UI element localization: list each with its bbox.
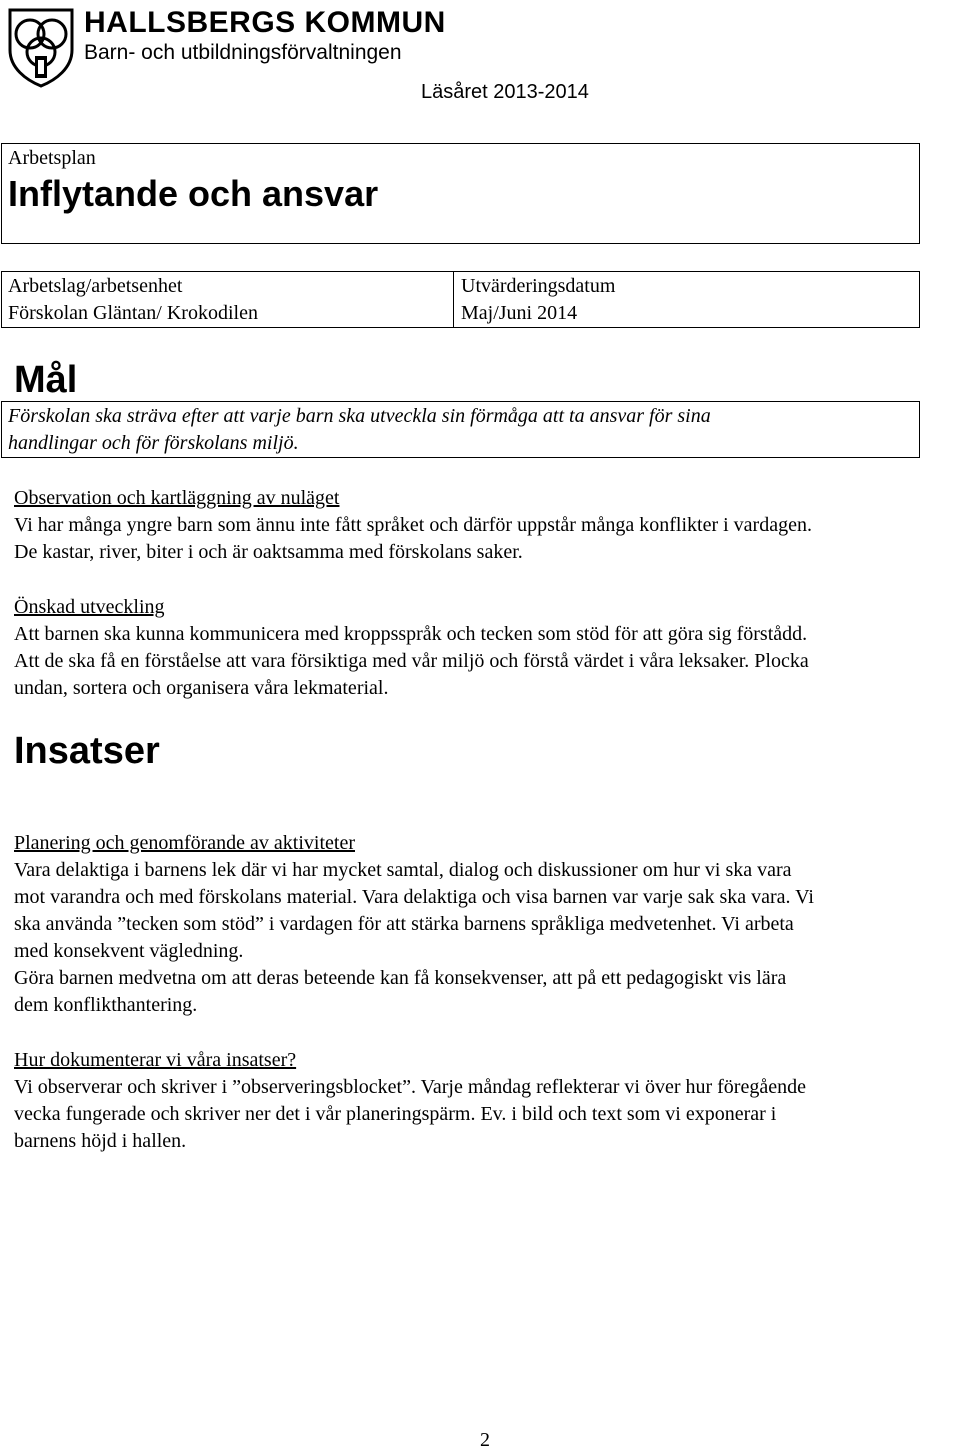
development-line: Att barnen ska kunna kommunicera med kroppsspråk och tecken som stöd för att göra sig förstådd. — [14, 623, 808, 645]
insatser-heading: Insatser — [14, 730, 160, 772]
page-number: 2 — [480, 1429, 490, 1451]
planning-line: ska använda ”tecken som stöd” i vardagen för att stärka barnens språkliga medvetenhet. Vi arbeta — [14, 913, 794, 935]
plan-label: Arbetsplan — [8, 147, 96, 169]
documentation-heading: Hur dokumenterar vi våra insatser? — [14, 1049, 297, 1071]
goal-heading: Mål — [14, 359, 78, 401]
plan-title: Inflytande och ansvar — [8, 173, 379, 214]
documentation-line: vecka fungerade och skriver ner det i vår planeringspärm. Ev. i bild och text som vi exponerar i — [14, 1103, 777, 1125]
planning-line: Göra barnen medvetna om att deras beteende kan få konsekvenser, att på ett pedagogiskt vis lära — [14, 967, 787, 989]
municipal-coat-of-arms-icon — [6, 6, 76, 88]
evaluation-date-value: Maj/Juni 2014 — [461, 302, 578, 324]
documentation-section — [14, 1047, 960, 1155]
observation-line: De kastar, river, biter i och är oaktsamma med förskolans saker. — [14, 541, 523, 563]
observation-line: Vi har många yngre barn som ännu inte fått språket och därför uppstår många konflikter i vardagen. — [14, 514, 812, 536]
planning-heading: Planering och genomförande av aktiviteter — [14, 832, 355, 854]
evaluation-date-label: Utvärderingsdatum — [461, 275, 616, 297]
goal-line: Förskolan ska sträva efter att varje barn ska utveckla sin förmåga att ta ansvar för sina — [8, 405, 711, 427]
development-section — [14, 594, 960, 702]
goal-text — [8, 403, 908, 457]
observation-heading: Observation och kartläggning av nuläget — [14, 487, 340, 509]
observation-section — [14, 485, 960, 566]
team-label: Arbetslag/arbetsenhet — [8, 275, 183, 297]
planning-line: mot varandra och med förskolans material. Vara delaktiga och visa barnen var varje sak ska vara. Vi — [14, 886, 814, 908]
documentation-line: barnens höjd i hallen. — [14, 1130, 187, 1152]
development-line: Att de ska få en förståelse att vara försiktiga med vår miljö och förstå värdet i våra leksaker. Plocka — [14, 650, 809, 672]
planning-line: dem konflikthantering. — [14, 994, 198, 1016]
documentation-line: Vi observerar och skriver i ”observeringsblocket”. Varje måndag reflekterar vi över hur föregående — [14, 1076, 806, 1098]
department-name: Barn- och utbildningsförvaltningen — [84, 41, 402, 64]
team-value: Förskolan Gläntan/ Krokodilen — [8, 302, 258, 324]
development-line: undan, sortera och organisera våra lekmaterial. — [14, 677, 389, 699]
planning-line: med konsekvent vägledning. — [14, 940, 244, 962]
development-heading: Önskad utveckling — [14, 596, 165, 618]
goal-line: handlingar och för förskolans miljö. — [8, 432, 299, 454]
planning-section — [14, 830, 960, 1019]
school-year: Läsåret 2013-2014 — [421, 81, 589, 103]
planning-line: Vara delaktiga i barnens lek där vi har mycket samtal, dialog och diskussioner om hur vi ska vara — [14, 859, 792, 881]
organization-name: HALLSBERGS KOMMUN — [84, 6, 446, 39]
